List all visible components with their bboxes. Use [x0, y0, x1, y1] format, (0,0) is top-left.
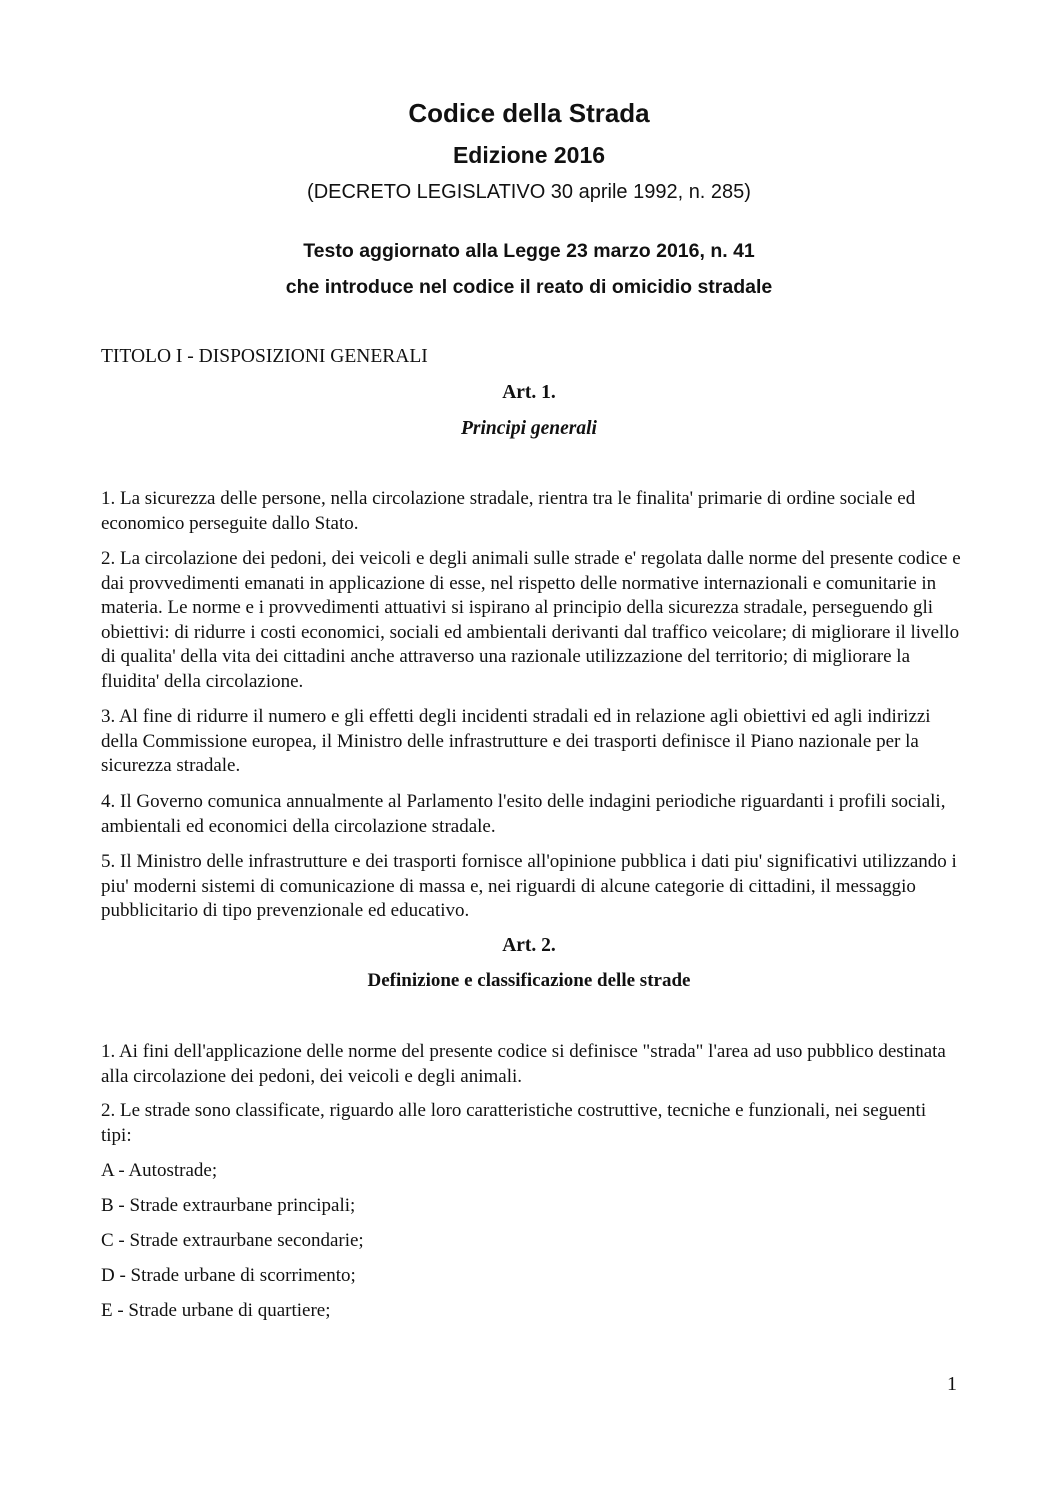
update-note-line-2: che introduce nel codice il reato di omicidio stradale	[285, 276, 773, 298]
road-type-item: A - Autostrade;	[101, 1160, 218, 1181]
page-number: 1	[947, 1373, 957, 1395]
article-1-paragraph-5: 5. Il Ministro delle infrastrutture e dei trasporti fornisce all'opinione pubblica i dati piu' significativi utilizzando i piu' moderni sistemi di comunicazione di massa e, nei riguardi di alcune categorie di cittadini, il messaggio pubblicitario di tipo prevenzionale ed educativo.	[101, 851, 957, 922]
article-2-paragraph-2: 2. Le strade sono classificate, riguardo alle loro caratteristiche costruttive, tecniche e funzionali, nei seguenti tipi:	[101, 1100, 927, 1146]
article-1-heading: Principi generali	[461, 418, 597, 439]
road-type-item: D - Strade urbane di scorrimento;	[101, 1265, 356, 1286]
road-type-item: B - Strade extraurbane principali;	[101, 1195, 356, 1216]
road-type-item: E - Strade urbane di quartiere;	[101, 1300, 331, 1321]
document-title: Codice della Strada	[408, 98, 650, 128]
article-1-number: Art. 1.	[502, 382, 556, 403]
document-edition: Edizione 2016	[452, 142, 606, 168]
article-2-heading: Definizione e classificazione delle strade	[367, 970, 691, 991]
document-decree: (DECRETO LEGISLATIVO 30 aprile 1992, n. 285)	[307, 181, 751, 203]
road-type-item: C - Strade extraurbane secondarie;	[101, 1230, 364, 1251]
article-2-paragraph-1: 1. Ai fini dell'applicazione delle norme del presente codice si definisce "strada" l'area ad uso pubblico destinata alla circolazione dei pedoni, dei veicoli e degli animali.	[101, 1041, 946, 1087]
article-1-paragraph-3: 3. Al fine di ridurre il numero e gli effetti degli incidenti stradali ed in relazione agli obiettivi ed agli indirizzi della Commissione europea, il Ministro delle infrastrutture e dei trasporti definisce il Piano nazionale per la sicurezza stradale.	[101, 706, 931, 777]
section-title: TITOLO I - DISPOSIZIONI GENERALI	[101, 346, 428, 367]
article-2-number: Art. 2.	[502, 935, 556, 956]
article-1-paragraph-1: 1. La sicurezza delle persone, nella circolazione stradale, rientra tra le finalita' primarie di ordine sociale ed economico perseguite dallo Stato.	[101, 488, 916, 534]
article-1-paragraph-2: 2. La circolazione dei pedoni, dei veicoli e degli animali sulle strade e' regolata dalle norme del presente codice e dai provvedimenti emanati in applicazione di esse, nel rispetto delle normative internazionali e comunitarie in materia. Le norme e i provvedimenti attuativi si ispirano al principio della sicurezza stradale, perseguendo gli obiettivi: di ridurre i costi economici, sociali ed ambientali derivanti dal traffico veicolare; di migliorare il livello di qualita' della vita dei cittadini anche attraverso una razionale utilizzazione del territorio; di migliorare la fluidita' della circolazione.	[101, 548, 961, 692]
article-1-paragraph-4: 4. Il Governo comunica annualmente al Parlamento l'esito delle indagini periodiche riguardanti i profili sociali, ambientali ed economici della circolazione stradale.	[101, 791, 946, 837]
update-note-line-1: Testo aggiornato alla Legge 23 marzo 2016, n. 41	[303, 240, 755, 262]
